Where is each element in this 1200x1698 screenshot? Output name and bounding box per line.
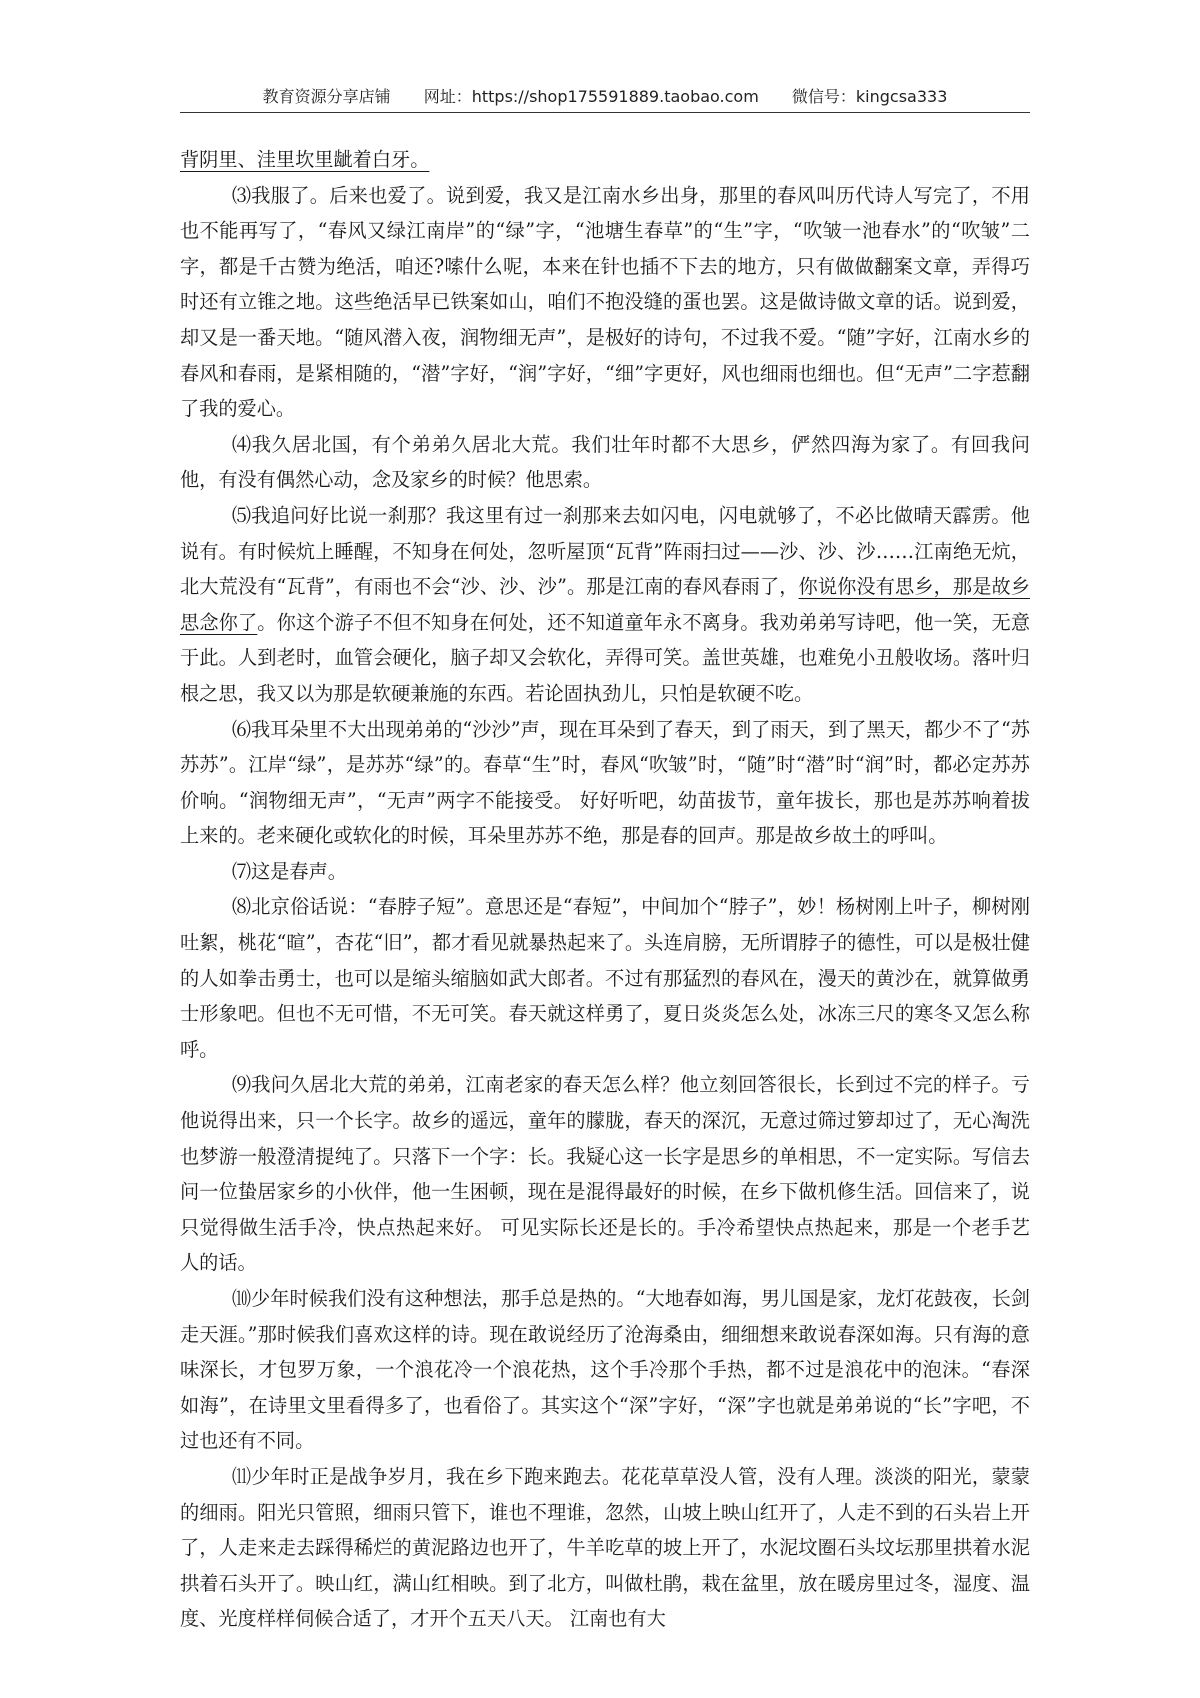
underlined-sentence: 背阴里、洼里坎里龇着白牙。 [180,148,430,171]
header-divider [180,112,1030,113]
wechat-id: 微信号：kingcsa333 [791,87,948,106]
shop-name: 教育资源分享店铺 [262,87,391,106]
underlined-sentence: 你说你没有思乡，那是故乡思念你了 [180,575,1030,634]
paragraph-5-rest: 。你这个游子不但不知身在何处，还不知道童年永不离身。我劝弟弟写诗吧，他一笑，无意于此。人到老时，血管会硬化，脑子却又会软化，弄得可笑。盖世英雄，也难免小丑般收场。落叶归根之思，我又以为那是软硬兼施的东西。若论固执劲儿，只怕是软硬不吃。 [180,610,1031,705]
paragraph-5 [180,498,1030,712]
shop-url[interactable]: 网址：https://shop175591889.taobao.com [423,87,759,106]
paragraph-3: ⑶我服了。后来也爱了。说到爱，我又是江南水乡出身，那里的春风叫历代诗人写完了，不用也不能再写了，“春风又绿江南岸”的“绿”字，“池塘生春草”的“生”字，“吹皱一池春水”的“吹皱”二字，都是千古赞为绝活，咱还?嗦什么呢，本来在针也插不下去的地方，只有做做翻案文章，弄得巧时还有立锥之地。这些绝活早已铁案如山，咱们不抱没缝的蛋也罢。这是做诗做文章的话。说到爱，却又是一番天地。“随风潜入夜，润物细无声”，是极好的诗句，不过我不爱。“随”字好，江南水乡的春风和春雨，是紧相随的，“潜”字好，“润”字好，“细”字更好，风也细雨也细也。但“无声”二字惹翻了我的爱心。 [180,183,1030,421]
paragraph-9: ⑼我问久居北大荒的弟弟，江南老家的春天怎么样？他立刻回答很长，长到过不完的样子。亏他说得出来，只一个长字。故乡的遥远，童年的朦胧，春天的深沉，无意过筛过箩却过了，无心淘洗也梦游一般澄清提纯了。只落下一个字：长。我疑心这一长字是思乡的单相思，不一定实际。写信去问一位蛰居家乡的小伙伴，他一生困顿，现在是混得最好的时候，在乡下做机修生活。回信来了，说只觉得做生活手冷，快点热起来好。 可见实际长还是长的。手冷希望快点热起来，那是一个老手艺人的话。 [180,1073,1030,1275]
paragraph-4: ⑷我久居北国，有个弟弟久居北大荒。我们壮年时都不大思乡，俨然四海为家了。有回我问他，有没有偶然心动，念及家乡的时候？他思索。 [180,432,1030,492]
article-body [180,142,1030,1637]
paragraph-8: ⑻北京俗话说：“春脖子短”。意思还是“春短”，中间加个“脖子”，妙！杨树刚上叶子，柳树刚吐絮，桃花“暄”，杏花“旧”，都才看见就暴热起来了。头连肩膀，无所谓脖子的德性，可以是极壮健的人如拳击勇士，也可以是缩头缩脑如武大郎者。不过有那猛烈的春风在，漫天的黄沙在，就算做勇士形象吧。但也不无可惜，不无可笑。春天就这样勇了，夏日炎炎怎么处，冰冻三尺的寒冬又怎么称呼。 [180,895,1030,1061]
paragraph-7: ⑺这是春声。 [231,859,347,883]
paragraph-continued [180,142,1030,178]
paragraph-5-lead: ⑸我追问好比说一刹那？我这里有过一刹那来去如闪电，闪电就够了，不必比做晴天霹雳。他说有。有时候炕上睡醒，不知身在何处，忽听屋顶“瓦背”阵雨扫过——沙、沙、沙……江南绝无炕，北大荒没有“瓦背”，有雨也不会“沙、沙、沙”。那是江南的春风春雨了， [180,503,1030,599]
paragraph-6: ⑹我耳朵里不大出现弟弟的“沙沙”声，现在耳朵到了春天，到了雨天，到了黑天，都少不了“苏苏苏”。江岸“绿”，是苏苏“绿”的。春草“生”时，春风“吹皱”时，“随”时“潜”时“润”时，都必定苏苏价响。“润物细无声”，“无声”两字不能接受。 好好听吧，幼苗拔节，童年拔长，那也是苏苏响着拔上来的。老来硬化或软化的时候，耳朵里苏苏不绝，那是春的回声。那是故乡故土的呼叫。 [180,717,1030,848]
page-header [180,84,1030,112]
paragraph-10: ⑽少年时候我们没有这种想法，那手总是热的。“大地春如海，男儿国是家，龙灯花鼓夜，长剑走天涯。”那时候我们喜欢这样的诗。现在敢说经历了沧海桑由，细细想来敢说春深如海。只有海的意味深长，才包罗万象，一个浪花冷一个浪花热，这个手冷那个手热，都不过是浪花中的泡沫。“春深如海”，在诗里文里看得多了，也看俗了。其实这个“深”字好，“深”字也就是弟弟说的“长”字吧，不过也还有不同。 [180,1287,1030,1453]
paragraph-11: ⑾少年时正是战争岁月，我在乡下跑来跑去。花花草草没人管，没有人理。淡淡的阳光，蒙蒙的细雨。阳光只管照，细雨只管下，谁也不理谁，忽然，山坡上映山红开了，人走不到的石头岩上开了，人走来走去踩得稀烂的黄泥路边也开了，牛羊吃草的坡上开了，水泥坟圈石头坟坛那里拱着水泥拱着石头开了。映山红，满山红相映。到了北方，叫做杜鹃，栽在盆里，放在暖房里过冬，湿度、温度、光度样样伺候合适了，才开个五天八天。 江南也有大 [180,1464,1030,1631]
